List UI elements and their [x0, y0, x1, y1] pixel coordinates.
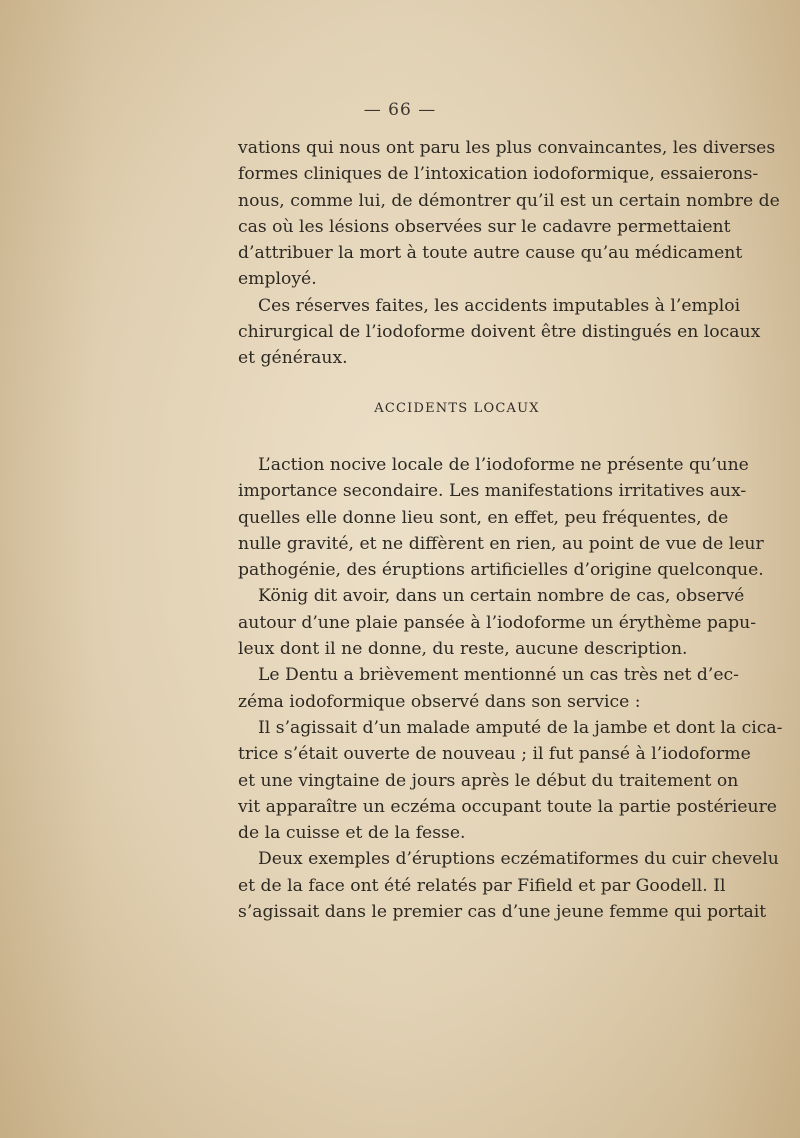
text-line: zéma iodoformique observé dans son service : [238, 691, 641, 712]
text-line: vations qui nous ont paru les plus convaincantes, les diverses [238, 138, 776, 158]
text-line: autour d’une plaie pansée à l’iodoforme un érythème papu- [238, 612, 757, 633]
text-line: Deux exemples d’éruptions eczématiformes du cuir chevelu [258, 849, 779, 870]
text-line: s’agissait dans le premier cas d’une jeune femme qui portait [238, 902, 767, 923]
text-line: Il s’agissait d’un malade amputé de la jambe et dont la cica- [258, 717, 783, 738]
text-line: vit apparaître un eczéma occupant toute la partie postérieure [238, 796, 777, 817]
text-line: leux dont il ne donne, du reste, aucune description. [238, 639, 688, 660]
text-line: et de la face ont été relatés par Fifield et par Goodell. Il [238, 875, 726, 896]
text-line: nulle gravité, et ne diffèrent en rien, au point de vue de leur [238, 533, 764, 554]
text-line: nous, comme lui, de démontrer qu’il est un certain nombre de [238, 190, 780, 211]
text-line: Ces réserves faites, les accidents imputables à l’emploi [258, 295, 741, 316]
section-heading: ACCIDENTS LOCAUX [374, 401, 540, 416]
text-line: König dit avoir, dans un certain nombre de cas, observé [258, 586, 745, 607]
text-line: cas où les lésions observées sur le cadavre permettaient [238, 216, 731, 237]
text-line: Le Dentu a brièvement mentionné un cas très net d’ec- [258, 665, 739, 686]
text-line: et une vingtaine de jours après le début du traitement on [238, 770, 739, 791]
text-line: employé. [238, 269, 317, 290]
text-line: importance secondaire. Les manifestations irritatives aux- [238, 481, 747, 502]
text-line: pathogénie, des éruptions artificielles d’origine quelconque. [238, 560, 764, 581]
text-line: d’attribuer la mort à toute autre cause qu’au médicament [238, 243, 743, 264]
text-line: trice s’était ouverte de nouveau ; il fut pansé à l’iodoforme [238, 744, 751, 765]
text-line: L’action nocive locale de l’iodoforme ne présente qu’une [258, 455, 749, 475]
text-line: quelles elle donne lieu sont, en effet, peu fréquentes, de [238, 507, 729, 528]
text-line: formes cliniques de l’intoxication iodoformique, essaierons- [238, 164, 759, 185]
paragraph-block-local-accidents [238, 452, 783, 925]
text-line: de la cuisse et de la fesse. [238, 823, 466, 844]
text-line: et généraux. [238, 348, 348, 369]
page-number: — 66 — [363, 100, 437, 120]
paragraph-block-intro [238, 135, 780, 372]
text-line: chirurgical de l’iodoforme doivent être distingués en locaux [238, 322, 761, 343]
